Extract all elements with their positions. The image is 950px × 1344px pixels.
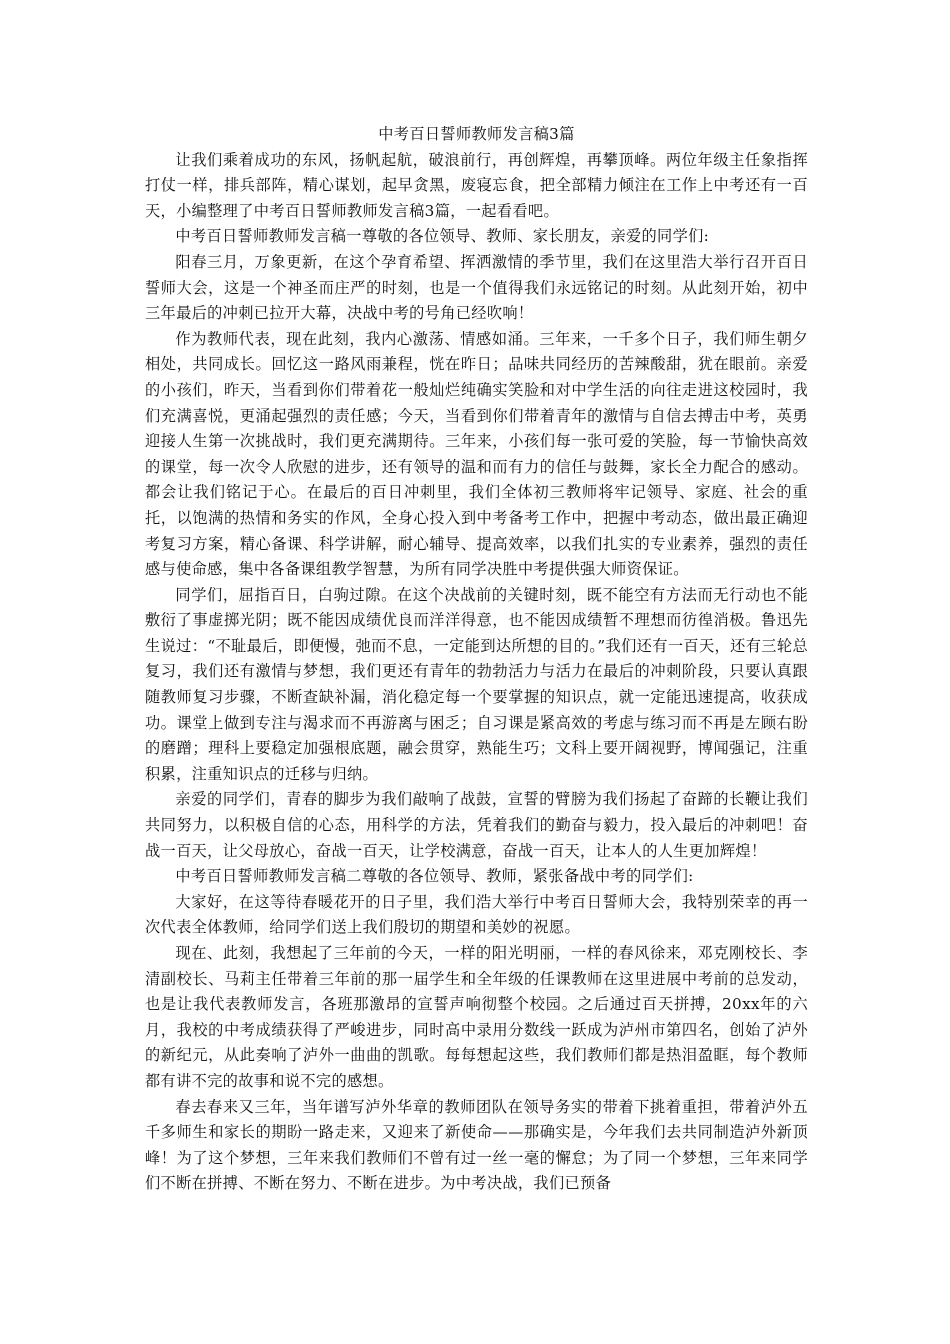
paragraph-students: 同学们，屈指百日，白驹过隙。在这个决战前的关键时刻，既不能空有方法而无行动也不能敷衍了事虚掷光阴；既不能因成绩优良而洋洋得意，也不能因成绩暂不理想而彷徨消极。鲁迅先生说过：“不耻最后，即便慢，弛而不息，一定能到达所想的目的。”我们还有一百天，还有三轮总复习，我们还有激情与梦想，我们更还有青年的勃勃活力与活力在最后的冲刺阶段，只要认真跟随教师复习步骤，不断查缺补漏，消化稳定每一个要掌握的知识点，就一定能迅速提高，收获成功。课堂上做到专注与渴求而不再游离与困乏；自习课是紧高效的考虑与练习而不再是左顾右盼的磨蹭；理科上要稳定加强根底题，融会贯穿，熟能生巧；文科上要开阔视野，博闻强记，注重积累，注重知识点的迁移与归纳。 bbox=[145, 585, 808, 783]
paragraph-memory: 现在、此刻，我想起了三年前的今天，一样的阳光明丽，一样的春风徐来，邓克刚校长、李清副校长、马莉主任带着三年前的那一届学生和全年级的任课教师在这里进展中考前的总发动，也是让我代表教师发言，各班那激昂的宣誓声响彻整个校园。之后通过百天拼搏，20xx年的六月，我校的中考成绩获得了严峻进步，同时高中录用分数线一跃成为泸州市第四名，创始了泸外的新纪元，从此奏响了泸外一曲曲的凯歌。每每想起这些，我们教师们都是热泪盈眶，每个教师都有讲不完的故事和说不完的感想。 bbox=[145, 944, 808, 1090]
paragraph-greeting: 大家好，在这等待春暖花开的日子里，我们浩大举行中考百日誓师大会，我特别荣幸的再一次代表全体教师，给同学们送上我们殷切的期望和美妙的祝愿。 bbox=[145, 892, 808, 937]
paragraph-speech-two-heading: 中考百日誓师教师发言稿二尊敬的各位领导、教师，紧张备战中考的同学们: bbox=[175, 867, 694, 886]
paragraph-three-years: 春去春来又三年，当年谱写泸外华章的教师团队在领导务实的带着下挑着重担，带着泸外五千多师生和家长的期盼一路走来，又迎来了新使命——那确实是，今年我们去共同制造泸外新顶峰！为了这个梦想，三年来我们教师们不曾有过一丝一毫的懈怠；为了同一个梦想，三年来同学们不断在拼搏、不断在努力、不断在进步。为中考决战，我们已预备 bbox=[145, 1097, 808, 1193]
paragraph-spring: 阳春三月，万象更新，在这个孕育希望、挥洒激情的季节里，我们在这里浩大举行召开百日誓师大会，这是一个神圣而庄严的时刻，也是一个值得我们永远铭记的时刻。从此刻开始，初中三年最后的冲刺已拉开大幕，决战中考的号角已经吹响！ bbox=[145, 252, 808, 323]
document-title: 中考百日誓师教师发言稿3篇 bbox=[378, 125, 575, 143]
document-page bbox=[145, 122, 808, 1197]
paragraph-dear-students: 亲爱的同学们，青春的脚步为我们敲响了战鼓，宣誓的臂膀为我们扬起了奋蹄的长鞭让我们共同努力，以积极自信的心态，用科学的方法，凭着我们的勤奋与毅力，投入最后的冲刺吧！奋战一百天，让父母放心，奋战一百天，让学校满意，奋战一百天，让本人的人生更加辉煌！ bbox=[145, 790, 808, 860]
paragraph-teacher-representative: 作为教师代表，现在此刻，我内心激荡、情感如涌。三年来，一千多个日子，我们师生朝夕相处，共同成长。回忆这一路风雨兼程，恍在昨日；品味共同经历的苦辣酸甜，犹在眼前。亲爱的小孩们，昨天，当看到你们带着花一般灿烂纯确实笑脸和对中学生活的向往走进这校园时，我们充满喜悦，更涌起强烈的责任感；今天，当看到你们带着青年的激情与自信去搏击中考，英勇迎接人生第一次挑战时，我们更充满期待。三年来，小孩们每一张可爱的笑脸，每一节愉快高效的课堂，每一次令人欣慰的进步，还有领导的温和而有力的信任与鼓舞，家长全力配合的感动。都会让我们铭记于心。在最后的百日冲刺里，我们全体初三教师将牢记领导、家庭、社会的重托，以饱满的热情和务实的作风，全身心投入到中考备考工作中，把握中考动态，做出最正确迎考复习方案，精心备课、科学讲解，耐心辅导、提高效率，以我们扎实的专业素养，强烈的责任感与使命感，集中各备课组教学智慧，为所有同学决胜中考提供强大师资保证。 bbox=[145, 329, 808, 579]
paragraph-speech-one-heading: 中考百日誓师教师发言稿一尊敬的各位领导、教师、家长朋友，亲爱的同学们: bbox=[175, 227, 710, 246]
paragraph-intro: 让我们乘着成功的东风，扬帆起航，破浪前行，再创辉煌，再攀顶峰。两位年级主任象指挥打仗一样，排兵部阵，精心谋划，起早贪黑，废寝忘食，把全部精力倾注在工作上中考还有一百天，小编整理了中考百日誓师教师发言稿3篇，一起看看吧。 bbox=[145, 150, 808, 220]
